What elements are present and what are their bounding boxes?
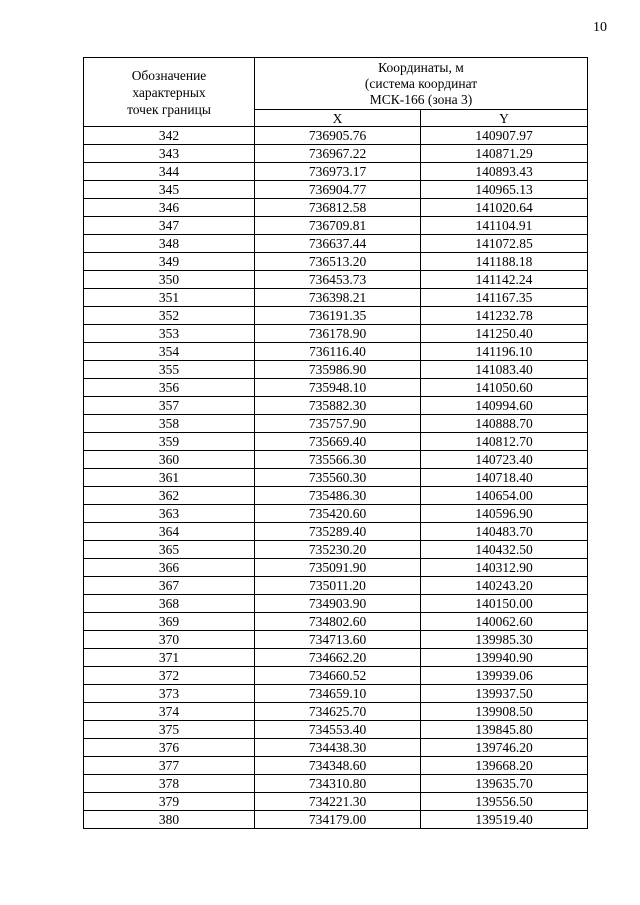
y-coordinate-cell: 139908.50 (421, 703, 588, 721)
table-row (84, 289, 588, 307)
table-row (84, 307, 588, 325)
point-id-cell: 354 (84, 343, 255, 361)
table-row (84, 757, 588, 775)
x-coordinate-cell: 736191.35 (255, 307, 421, 325)
point-id-cell: 350 (84, 271, 255, 289)
table-row (84, 721, 588, 739)
x-coordinate-cell: 734179.00 (255, 811, 421, 829)
x-coordinate-cell: 736513.20 (255, 253, 421, 271)
y-coordinate-cell: 141167.35 (421, 289, 588, 307)
y-coordinate-cell: 141104.91 (421, 217, 588, 235)
y-coordinate-cell: 141142.24 (421, 271, 588, 289)
point-id-cell: 353 (84, 325, 255, 343)
table-row (84, 235, 588, 253)
point-id-cell: 352 (84, 307, 255, 325)
x-coordinate-cell: 735230.20 (255, 541, 421, 559)
table-row (84, 667, 588, 685)
table-row (84, 505, 588, 523)
point-id-cell: 369 (84, 613, 255, 631)
point-id-cell: 360 (84, 451, 255, 469)
point-id-cell: 378 (84, 775, 255, 793)
point-id-cell: 346 (84, 199, 255, 217)
table-row (84, 127, 588, 145)
y-coordinate-cell: 139937.50 (421, 685, 588, 703)
header-label-line: Обозначение (131, 67, 207, 83)
x-coordinate-cell: 734903.90 (255, 595, 421, 613)
table-row (84, 397, 588, 415)
table-row (84, 775, 588, 793)
x-coordinate-cell: 734659.10 (255, 685, 421, 703)
y-coordinate-cell: 140432.50 (421, 541, 588, 559)
y-coordinate-cell: 141072.85 (421, 235, 588, 253)
table-row (84, 163, 588, 181)
point-id-cell: 363 (84, 505, 255, 523)
table-row (84, 325, 588, 343)
table-row (84, 739, 588, 757)
y-coordinate-cell: 140150.00 (421, 595, 588, 613)
x-coordinate-cell: 734713.60 (255, 631, 421, 649)
point-id-cell: 362 (84, 487, 255, 505)
table-row (84, 541, 588, 559)
point-id-cell: 373 (84, 685, 255, 703)
y-coordinate-cell: 139668.20 (421, 757, 588, 775)
table-row (84, 415, 588, 433)
point-id-cell: 372 (84, 667, 255, 685)
y-coordinate-cell: 141196.10 (421, 343, 588, 361)
point-id-cell: 342 (84, 127, 255, 145)
table-row (84, 613, 588, 631)
x-coordinate-cell: 735289.40 (255, 523, 421, 541)
point-id-cell: 380 (84, 811, 255, 829)
table-row (84, 811, 588, 829)
table-row (84, 577, 588, 595)
point-id-cell: 356 (84, 379, 255, 397)
header-label-line: характерных (132, 84, 206, 100)
table-row (84, 361, 588, 379)
y-coordinate-cell: 139746.20 (421, 739, 588, 757)
table-row (84, 649, 588, 667)
y-coordinate-cell: 140243.20 (421, 577, 588, 595)
x-coordinate-cell: 734310.80 (255, 775, 421, 793)
y-coordinate-cell: 141020.64 (421, 199, 588, 217)
table-row (84, 595, 588, 613)
x-coordinate-cell: 734348.60 (255, 757, 421, 775)
point-id-cell: 374 (84, 703, 255, 721)
y-coordinate-cell: 140483.70 (421, 523, 588, 541)
table-row (84, 253, 588, 271)
y-coordinate-cell: 139939.06 (421, 667, 588, 685)
x-coordinate-cell: 736967.22 (255, 145, 421, 163)
x-coordinate-cell: 736905.76 (255, 127, 421, 145)
boundary-points-header (84, 58, 255, 127)
table-body (84, 127, 588, 829)
y-coordinate-cell: 141188.18 (421, 253, 588, 271)
point-id-cell: 368 (84, 595, 255, 613)
x-coordinate-cell: 736178.90 (255, 325, 421, 343)
y-coordinate-cell: 141083.40 (421, 361, 588, 379)
point-id-cell: 367 (84, 577, 255, 595)
y-coordinate-cell: 141250.40 (421, 325, 588, 343)
x-coordinate-cell: 735420.60 (255, 505, 421, 523)
x-coordinate-cell: 735948.10 (255, 379, 421, 397)
x-coordinate-cell: 734553.40 (255, 721, 421, 739)
table-header (84, 58, 588, 127)
point-id-cell: 351 (84, 289, 255, 307)
y-coordinate-cell: 139519.40 (421, 811, 588, 829)
x-coordinate-cell: 735091.90 (255, 559, 421, 577)
y-coordinate-cell: 139940.90 (421, 649, 588, 667)
x-coordinate-cell: 735566.30 (255, 451, 421, 469)
y-coordinate-cell: 140312.90 (421, 559, 588, 577)
table-row (84, 181, 588, 199)
point-id-cell: 359 (84, 433, 255, 451)
table-row (84, 631, 588, 649)
y-coordinate-cell: 141232.78 (421, 307, 588, 325)
x-coordinate-cell: 734221.30 (255, 793, 421, 811)
y-coordinate-cell: 139845.80 (421, 721, 588, 739)
header-label-line: точек границы (127, 101, 211, 117)
y-coordinate-cell: 140888.70 (421, 415, 588, 433)
y-coordinate-cell: 140812.70 (421, 433, 588, 451)
header-coords-line: (система координат (364, 75, 478, 91)
y-coordinate-cell: 140893.43 (421, 163, 588, 181)
point-id-cell: 347 (84, 217, 255, 235)
table-row (84, 523, 588, 541)
point-id-cell: 345 (84, 181, 255, 199)
y-coordinate-cell: 140965.13 (421, 181, 588, 199)
y-coordinate-cell: 140994.60 (421, 397, 588, 415)
point-id-cell: 357 (84, 397, 255, 415)
point-id-cell: 358 (84, 415, 255, 433)
point-id-cell: 370 (84, 631, 255, 649)
point-id-cell: 366 (84, 559, 255, 577)
table-row (84, 343, 588, 361)
coordinates-header (255, 58, 588, 110)
table-row (84, 451, 588, 469)
x-coordinate-cell: 736973.17 (255, 163, 421, 181)
y-coordinate-cell: 139635.70 (421, 775, 588, 793)
table-row (84, 685, 588, 703)
x-coordinate-cell: 736398.21 (255, 289, 421, 307)
table-row (84, 145, 588, 163)
table-row (84, 487, 588, 505)
point-id-cell: 343 (84, 145, 255, 163)
x-coordinate-cell: 734660.52 (255, 667, 421, 685)
coordinates-table (83, 57, 588, 829)
table-row (84, 703, 588, 721)
x-coordinate-cell: 734438.30 (255, 739, 421, 757)
point-id-cell: 361 (84, 469, 255, 487)
page-number: 10 (593, 20, 607, 35)
point-id-cell: 377 (84, 757, 255, 775)
x-coordinate-cell: 735669.40 (255, 433, 421, 451)
x-coordinate-cell: 734625.70 (255, 703, 421, 721)
x-coordinate-cell: 736453.73 (255, 271, 421, 289)
x-coordinate-cell: 735011.20 (255, 577, 421, 595)
x-coordinate-cell: 735986.90 (255, 361, 421, 379)
y-coordinate-cell: 140654.00 (421, 487, 588, 505)
y-coordinate-cell: 140871.29 (421, 145, 588, 163)
x-coordinate-cell: 736812.58 (255, 199, 421, 217)
table-row (84, 433, 588, 451)
x-coordinate-cell: 736709.81 (255, 217, 421, 235)
x-coordinate-cell: 735882.30 (255, 397, 421, 415)
x-coordinate-cell: 736904.77 (255, 181, 421, 199)
table-row (84, 559, 588, 577)
point-id-cell: 344 (84, 163, 255, 181)
x-column-header: X (255, 110, 421, 127)
x-coordinate-cell: 734802.60 (255, 613, 421, 631)
point-id-cell: 364 (84, 523, 255, 541)
y-coordinate-cell: 141050.60 (421, 379, 588, 397)
table-row (84, 271, 588, 289)
point-id-cell: 349 (84, 253, 255, 271)
x-coordinate-cell: 736116.40 (255, 343, 421, 361)
table-row (84, 793, 588, 811)
point-id-cell: 348 (84, 235, 255, 253)
point-id-cell: 379 (84, 793, 255, 811)
header-coords-line: МСК-166 (зона 3) (369, 91, 473, 107)
y-coordinate-cell: 139985.30 (421, 631, 588, 649)
header-coords-line: Координаты, м (378, 59, 464, 75)
x-coordinate-cell: 735486.30 (255, 487, 421, 505)
table-row (84, 469, 588, 487)
x-coordinate-cell: 734662.20 (255, 649, 421, 667)
point-id-cell: 376 (84, 739, 255, 757)
table-row (84, 199, 588, 217)
point-id-cell: 375 (84, 721, 255, 739)
y-coordinate-cell: 140907.97 (421, 127, 588, 145)
x-coordinate-cell: 735757.90 (255, 415, 421, 433)
table-row (84, 379, 588, 397)
x-coordinate-cell: 735560.30 (255, 469, 421, 487)
y-coordinate-cell: 140723.40 (421, 451, 588, 469)
x-coordinate-cell: 736637.44 (255, 235, 421, 253)
point-id-cell: 365 (84, 541, 255, 559)
table-row (84, 217, 588, 235)
y-column-header: Y (421, 110, 588, 127)
y-coordinate-cell: 139556.50 (421, 793, 588, 811)
y-coordinate-cell: 140718.40 (421, 469, 588, 487)
point-id-cell: 371 (84, 649, 255, 667)
y-coordinate-cell: 140596.90 (421, 505, 588, 523)
y-coordinate-cell: 140062.60 (421, 613, 588, 631)
point-id-cell: 355 (84, 361, 255, 379)
